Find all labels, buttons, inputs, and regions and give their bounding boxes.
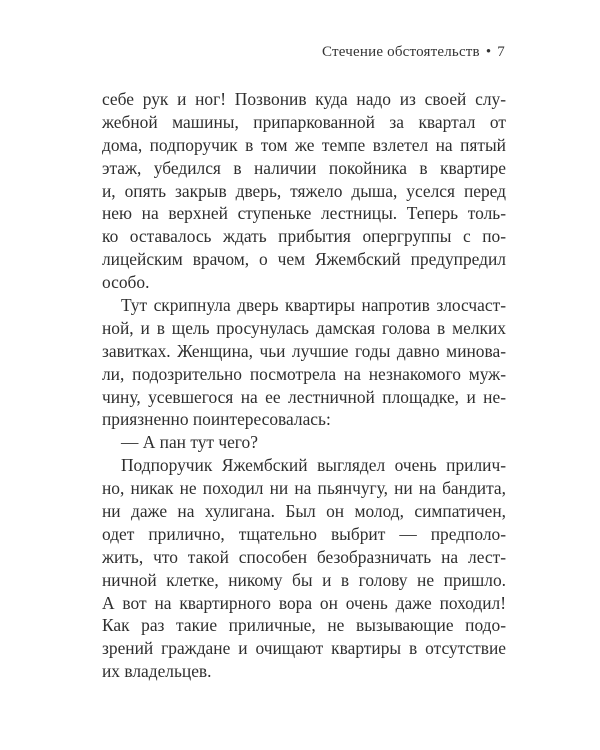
text-line: одет прилично, тщательно выбрит — предполо- bbox=[102, 523, 506, 544]
text-line: нею на верхней ступеньке лестницы. Теперь толь- bbox=[102, 203, 506, 224]
text-line: ли, подозрительно посмотрела на незнакомого муж- bbox=[102, 363, 506, 384]
text-line: жебной машины, припаркованной за квартал от bbox=[102, 111, 506, 132]
text-line: Подпоручик Яжембский выглядел очень прилич- bbox=[121, 455, 506, 476]
text-line: — А пан тут чего? bbox=[121, 432, 258, 453]
paragraph bbox=[102, 88, 506, 294]
text-line: завитках. Женщина, чьи лучшие годы давно минова- bbox=[102, 340, 506, 361]
text-line: дома, подпоручик в том же темпе взлетел на пятый bbox=[102, 134, 506, 155]
text-line: их владельцев. bbox=[102, 661, 212, 682]
text-line: этаж, убедился в наличии покойника в квартире bbox=[102, 157, 506, 178]
paragraph bbox=[102, 431, 506, 454]
text-line: жить, что такой способен безобразничать на лест- bbox=[102, 546, 506, 567]
text-line: Тут скрипнула дверь квартиры напротив злосчаст- bbox=[121, 295, 506, 316]
running-title: Стечение обстоятельств bbox=[322, 44, 480, 60]
text-line: себе рук и ног! Позвонив куда надо из своей слу- bbox=[102, 89, 506, 109]
text-line: ной, и в щель просунулась дамская голова в мелких bbox=[102, 317, 506, 338]
text-line: зрений граждане и очищают квартиры в отсутствие bbox=[102, 638, 506, 659]
text-line: особо. bbox=[102, 272, 150, 293]
text-line: но, никак не походил ни на пьянчугу, ни на бандита, bbox=[102, 478, 506, 499]
header-separator: • bbox=[485, 44, 492, 60]
text-line: ничной клетке, никому бы и в голову не пришло. bbox=[102, 569, 506, 590]
page-number: 7 bbox=[497, 44, 505, 60]
running-header bbox=[322, 44, 505, 61]
body-text bbox=[102, 88, 506, 683]
text-line: Как раз такие приличные, не вызывающие подо- bbox=[102, 615, 506, 636]
text-line: лицейским врачом, о чем Яжембский предупредил bbox=[102, 249, 506, 270]
text-line: и, опять закрыв дверь, тяжело дыша, уселся перед bbox=[102, 180, 506, 201]
paragraph bbox=[102, 454, 506, 683]
text-line: чину, усевшегося на ее лестничной площадке, и не- bbox=[102, 386, 506, 407]
text-line: ко оставалось ждать прибытия опергруппы с по- bbox=[102, 226, 506, 247]
text-line: А вот на квартирного вора он очень даже походил! bbox=[102, 592, 506, 613]
paragraph bbox=[102, 294, 506, 431]
text-line: ни даже на хулигана. Был он молод, симпатичен, bbox=[102, 501, 506, 522]
text-line: приязненно поинтересовалась: bbox=[102, 409, 331, 430]
